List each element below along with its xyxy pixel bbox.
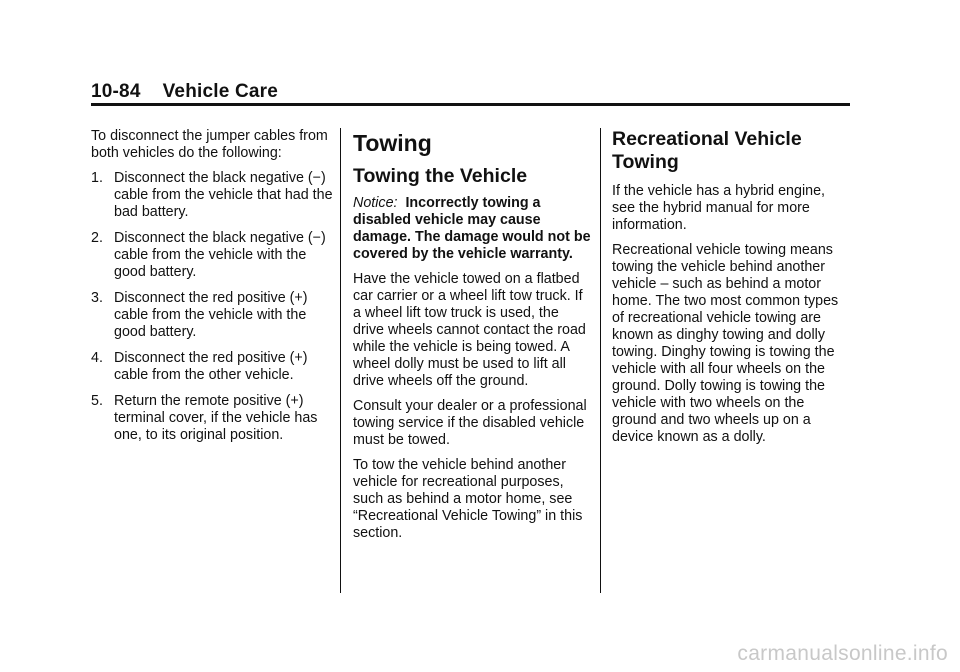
page-number: 10-84: [91, 81, 141, 102]
section-title: Vehicle Care: [162, 81, 279, 102]
step-number: 4.: [91, 350, 103, 366]
towing-paragraph: Have the vehicle towed on a flatbed car carrier or a wheel lift tow truck. If a wheel lift tow truck is used, the drive wheels cannot contact the road while the vehicle is being towed. A wheel dolly must be used to lift all drive wheels off the ground.: [353, 271, 586, 389]
recreational-towing-heading: Recreational Vehicle Towing: [612, 128, 802, 173]
column-jumper-cables: [91, 128, 333, 453]
step-item: [91, 290, 333, 341]
column-divider-2: [600, 128, 601, 593]
step-number: 1.: [91, 170, 103, 186]
column-divider-1: [340, 128, 341, 593]
step-text: Disconnect the black negative (−) cable from the vehicle that had the bad battery.: [114, 170, 333, 220]
step-number: 5.: [91, 393, 103, 409]
notice-text: Incorrectly towing a disabled vehicle may cause damage. The damage would not be covered by the vehicle warranty.: [353, 195, 591, 262]
column-towing: [353, 128, 593, 550]
step-item: [91, 393, 333, 444]
notice-label: Notice:: [353, 195, 398, 211]
watermark: carmanualsonline.info: [737, 642, 948, 665]
disconnect-steps: [91, 170, 333, 444]
header-rule: [91, 103, 850, 106]
towing-paragraph: Consult your dealer or a professional towing service if the disabled vehicle must be towed.: [353, 398, 587, 448]
step-number: 2.: [91, 230, 103, 246]
page-header: [91, 81, 278, 103]
recreational-paragraph: Recreational vehicle towing means towing the vehicle behind another vehicle – such as behind a motor home. The two most common types of recreational vehicle towing are known as dinghy towing and dolly towing. Dinghy towing is towing the vehicle with all four wheels on the ground. Dolly towing is towing the vehicle with two wheels on the ground and two wheels up on a device known as a dolly.: [612, 242, 839, 445]
step-text: Return the remote positive (+) terminal cover, if the vehicle has one, to its original position.: [114, 393, 318, 443]
step-item: [91, 170, 333, 221]
towing-heading: Towing: [353, 130, 432, 156]
step-item: [91, 230, 333, 281]
step-item: [91, 350, 333, 384]
notice-block: [353, 195, 593, 263]
towing-vehicle-subheading: Towing the Vehicle: [353, 165, 528, 187]
recreational-paragraph: If the vehicle has a hybrid engine, see the hybrid manual for more information.: [612, 183, 826, 233]
intro-paragraph: To disconnect the jumper cables from both vehicles do the following:: [91, 128, 328, 161]
towing-paragraph: To tow the vehicle behind another vehicle for recreational purposes, such as behind a motor home, see “Recreational Vehicle Towing” in this section.: [353, 457, 583, 541]
step-text: Disconnect the red positive (+) cable from the other vehicle.: [114, 350, 308, 383]
step-text: Disconnect the black negative (−) cable from the vehicle with the good battery.: [114, 230, 326, 280]
step-number: 3.: [91, 290, 103, 306]
column-recreational-towing: [612, 128, 852, 454]
step-text: Disconnect the red positive (+) cable from the vehicle with the good battery.: [114, 290, 308, 340]
